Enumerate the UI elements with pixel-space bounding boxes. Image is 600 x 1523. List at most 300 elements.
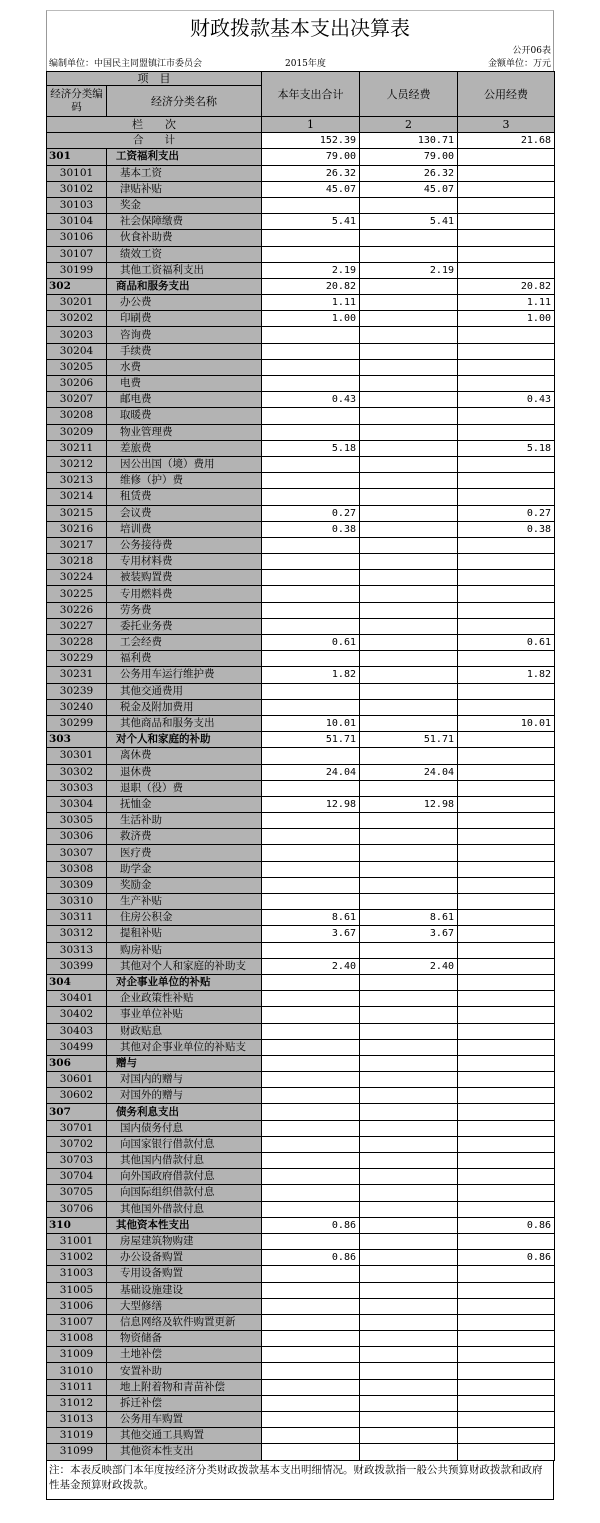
row-public	[458, 1412, 555, 1428]
row-name: 地上附着物和青苗补偿	[107, 1379, 262, 1395]
row-personnel	[360, 667, 458, 683]
row-total	[262, 197, 360, 213]
row-name: 企业政策性补贴	[107, 991, 262, 1007]
row-total	[262, 877, 360, 893]
row-public	[458, 165, 555, 181]
row-public	[458, 958, 555, 974]
row-code: 306	[47, 1055, 107, 1071]
row-name: 其他商品和服务支出	[107, 715, 262, 731]
category-row	[47, 974, 555, 990]
table-row	[47, 456, 555, 472]
category-row	[47, 1055, 555, 1071]
row-code: 30212	[47, 456, 107, 472]
row-code: 30703	[47, 1153, 107, 1169]
row-personnel: 8.61	[360, 910, 458, 926]
row-personnel	[360, 845, 458, 861]
row-public	[458, 1314, 555, 1330]
table-row	[47, 327, 555, 343]
row-code: 30211	[47, 440, 107, 456]
table-row	[47, 991, 555, 1007]
table-row	[47, 521, 555, 537]
row-code: 31001	[47, 1233, 107, 1249]
row-total	[262, 376, 360, 392]
row-public	[458, 376, 555, 392]
row-public	[458, 1169, 555, 1185]
table-row	[47, 586, 555, 602]
row-public	[458, 554, 555, 570]
row-total	[262, 829, 360, 845]
row-total	[262, 343, 360, 359]
row-total	[262, 473, 360, 489]
table-row	[47, 635, 555, 651]
row-personnel	[360, 1314, 458, 1330]
table-row	[47, 1363, 555, 1379]
row-public	[458, 602, 555, 618]
row-name: 被装购置费	[107, 570, 262, 586]
row-code: 30302	[47, 764, 107, 780]
row-personnel: 45.07	[360, 181, 458, 197]
row-code: 30240	[47, 699, 107, 715]
table-row	[47, 424, 555, 440]
row-code: 30208	[47, 408, 107, 424]
table-row	[47, 295, 555, 311]
table-row	[47, 748, 555, 764]
table-row	[47, 651, 555, 667]
row-name: 伙食补助费	[107, 230, 262, 246]
row-total	[262, 1023, 360, 1039]
row-personnel	[360, 359, 458, 375]
row-name: 助学金	[107, 861, 262, 877]
row-name: 对国内的赠与	[107, 1072, 262, 1088]
table-row	[47, 1347, 555, 1363]
row-name: 其他资本性支出	[107, 1444, 262, 1460]
row-public	[458, 845, 555, 861]
row-total: 0.61	[262, 635, 360, 651]
row-public	[458, 651, 555, 667]
row-personnel: 5.41	[360, 214, 458, 230]
row-personnel	[360, 1201, 458, 1217]
row-public	[458, 1185, 555, 1201]
row-name: 津贴补贴	[107, 181, 262, 197]
row-personnel	[360, 376, 458, 392]
row-name: 其他对企事业单位的补贴支	[107, 1039, 262, 1055]
table-row	[47, 311, 555, 327]
row-name: 福利费	[107, 651, 262, 667]
row-public: 0.38	[458, 521, 555, 537]
header-personnel: 人员经费	[360, 72, 458, 117]
row-public	[458, 861, 555, 877]
row-total: 79.00	[262, 149, 360, 165]
row-public: 0.86	[458, 1217, 555, 1233]
row-personnel	[360, 473, 458, 489]
row-code: 30226	[47, 602, 107, 618]
row-personnel	[360, 554, 458, 570]
row-public	[458, 1088, 555, 1104]
row-public	[458, 683, 555, 699]
table-row	[47, 1185, 555, 1201]
table-row	[47, 1088, 555, 1104]
row-public	[458, 456, 555, 472]
totals-label: 合 计	[47, 133, 262, 149]
row-public	[458, 748, 555, 764]
row-personnel	[360, 311, 458, 327]
row-total	[262, 618, 360, 634]
row-code: 302	[47, 278, 107, 294]
row-name: 专用燃料费	[107, 586, 262, 602]
header-column-label: 栏 次	[47, 117, 262, 133]
row-name: 工会经费	[107, 635, 262, 651]
row-public	[458, 1363, 555, 1379]
table-row	[47, 958, 555, 974]
row-personnel	[360, 1104, 458, 1120]
table-row	[47, 764, 555, 780]
table-row	[47, 1412, 555, 1428]
row-name: 差旅费	[107, 440, 262, 456]
row-personnel	[360, 392, 458, 408]
row-personnel	[360, 780, 458, 796]
table-row	[47, 1007, 555, 1023]
row-code: 30201	[47, 295, 107, 311]
row-personnel	[360, 343, 458, 359]
row-name: 奖金	[107, 197, 262, 213]
row-name: 安置补助	[107, 1363, 262, 1379]
row-name: 公务接待费	[107, 537, 262, 553]
table-row	[47, 861, 555, 877]
row-personnel	[360, 1282, 458, 1298]
row-name: 生产补贴	[107, 894, 262, 910]
header-public: 公用经费	[458, 72, 555, 117]
table-row	[47, 1395, 555, 1411]
row-public: 1.82	[458, 667, 555, 683]
row-public: 0.43	[458, 392, 555, 408]
row-personnel	[360, 991, 458, 1007]
compiling-unit: 编制单位：中国民主同盟镇江市委员会	[49, 59, 203, 69]
row-name: 退休费	[107, 764, 262, 780]
table-row	[47, 505, 555, 521]
row-personnel	[360, 1428, 458, 1444]
row-public	[458, 894, 555, 910]
row-code: 30209	[47, 424, 107, 440]
row-total: 5.41	[262, 214, 360, 230]
row-personnel	[360, 521, 458, 537]
row-public	[458, 1023, 555, 1039]
row-personnel	[360, 1347, 458, 1363]
row-code: 30106	[47, 230, 107, 246]
table-row	[47, 1233, 555, 1249]
row-code: 30309	[47, 877, 107, 893]
row-public	[458, 327, 555, 343]
row-code: 30204	[47, 343, 107, 359]
table-row	[47, 780, 555, 796]
row-total	[262, 974, 360, 990]
row-name: 救济费	[107, 829, 262, 845]
table-row	[47, 165, 555, 181]
row-code: 30202	[47, 311, 107, 327]
row-personnel	[360, 570, 458, 586]
row-name: 房屋建筑物购建	[107, 1233, 262, 1249]
table-row	[47, 570, 555, 586]
row-total	[262, 1266, 360, 1282]
table-row	[47, 376, 555, 392]
row-code: 30702	[47, 1136, 107, 1152]
row-total	[262, 359, 360, 375]
row-name: 物资储备	[107, 1331, 262, 1347]
row-name: 公务用车运行维护费	[107, 667, 262, 683]
row-public	[458, 149, 555, 165]
row-name: 其他国外借款付息	[107, 1201, 262, 1217]
row-total: 51.71	[262, 732, 360, 748]
row-public	[458, 359, 555, 375]
row-code: 30107	[47, 246, 107, 262]
row-personnel	[360, 1039, 458, 1055]
table-row	[47, 683, 555, 699]
row-name: 离休费	[107, 748, 262, 764]
table-row	[47, 715, 555, 731]
row-total	[262, 1120, 360, 1136]
row-public	[458, 974, 555, 990]
row-total	[262, 845, 360, 861]
amount-unit: 金额单位：万元	[487, 59, 551, 69]
row-name: 其他工资福利支出	[107, 262, 262, 278]
expenditure-table	[46, 71, 555, 1461]
row-total	[262, 1153, 360, 1169]
row-personnel	[360, 829, 458, 845]
row-personnel	[360, 1088, 458, 1104]
row-personnel	[360, 1379, 458, 1395]
table-row	[47, 910, 555, 926]
row-name: 生活补助	[107, 813, 262, 829]
row-total	[262, 651, 360, 667]
row-public	[458, 424, 555, 440]
row-code: 30299	[47, 715, 107, 731]
row-total	[262, 861, 360, 877]
row-code: 30103	[47, 197, 107, 213]
row-personnel	[360, 230, 458, 246]
category-row	[47, 1217, 555, 1233]
row-code: 30499	[47, 1039, 107, 1055]
row-public: 5.18	[458, 440, 555, 456]
report-meta	[46, 58, 554, 71]
row-personnel: 79.00	[360, 149, 458, 165]
row-public	[458, 1444, 555, 1460]
header-col3: 3	[458, 117, 555, 133]
row-personnel	[360, 295, 458, 311]
row-public	[458, 1201, 555, 1217]
row-personnel	[360, 440, 458, 456]
row-code: 30601	[47, 1072, 107, 1088]
table-row	[47, 246, 555, 262]
row-personnel	[360, 1153, 458, 1169]
form-number: 公开06表	[46, 45, 554, 58]
row-name: 维修（护）费	[107, 473, 262, 489]
row-total	[262, 570, 360, 586]
row-name: 取暖费	[107, 408, 262, 424]
table-row	[47, 1282, 555, 1298]
row-public	[458, 1136, 555, 1152]
row-code: 30228	[47, 635, 107, 651]
row-public	[458, 618, 555, 634]
row-public	[458, 197, 555, 213]
row-total	[262, 1185, 360, 1201]
row-code: 30301	[47, 748, 107, 764]
row-total	[262, 748, 360, 764]
row-personnel	[360, 1185, 458, 1201]
row-total	[262, 813, 360, 829]
row-personnel	[360, 974, 458, 990]
table-row	[47, 554, 555, 570]
row-public: 0.61	[458, 635, 555, 651]
header-code: 经济分类编码	[47, 86, 107, 117]
table-row	[47, 197, 555, 213]
table-row	[47, 262, 555, 278]
row-name: 办公设备购置	[107, 1250, 262, 1266]
row-name: 电费	[107, 376, 262, 392]
row-total	[262, 554, 360, 570]
row-code: 30308	[47, 861, 107, 877]
row-total: 1.82	[262, 667, 360, 683]
header-row-item	[47, 72, 555, 86]
row-code: 30313	[47, 942, 107, 958]
row-personnel	[360, 748, 458, 764]
row-name: 退职（役）费	[107, 780, 262, 796]
row-personnel	[360, 424, 458, 440]
row-name: 债务利息支出	[107, 1104, 262, 1120]
row-code: 301	[47, 149, 107, 165]
row-code: 30311	[47, 910, 107, 926]
row-name: 对企事业单位的补贴	[107, 974, 262, 990]
table-row	[47, 214, 555, 230]
row-total	[262, 1444, 360, 1460]
table-row	[47, 473, 555, 489]
row-public	[458, 408, 555, 424]
row-total: 26.32	[262, 165, 360, 181]
row-total	[262, 1331, 360, 1347]
row-code: 30229	[47, 651, 107, 667]
row-public	[458, 699, 555, 715]
row-personnel	[360, 1395, 458, 1411]
row-personnel: 2.19	[360, 262, 458, 278]
row-public	[458, 764, 555, 780]
row-total	[262, 327, 360, 343]
row-public	[458, 1007, 555, 1023]
table-row	[47, 537, 555, 553]
row-total	[262, 1201, 360, 1217]
row-name: 公务用车购置	[107, 1412, 262, 1428]
row-total	[262, 537, 360, 553]
row-code: 30701	[47, 1120, 107, 1136]
row-public	[458, 214, 555, 230]
row-name: 信息网络及软件购置更新	[107, 1314, 262, 1330]
totals-personnel: 130.71	[360, 133, 458, 149]
row-name: 对国外的赠与	[107, 1088, 262, 1104]
row-public	[458, 1055, 555, 1071]
row-public	[458, 780, 555, 796]
category-row	[47, 149, 555, 165]
row-code: 30231	[47, 667, 107, 683]
header-total: 本年支出合计	[262, 72, 360, 117]
row-total: 0.43	[262, 392, 360, 408]
row-public	[458, 1331, 555, 1347]
row-name: 医疗费	[107, 845, 262, 861]
row-name: 绩效工资	[107, 246, 262, 262]
row-total	[262, 699, 360, 715]
row-public	[458, 829, 555, 845]
row-public	[458, 1282, 555, 1298]
row-total: 10.01	[262, 715, 360, 731]
row-personnel	[360, 1363, 458, 1379]
row-code: 30706	[47, 1201, 107, 1217]
row-name: 印刷费	[107, 311, 262, 327]
row-personnel	[360, 246, 458, 262]
row-public	[458, 877, 555, 893]
table-row	[47, 440, 555, 456]
table-row	[47, 1072, 555, 1088]
totals-row	[47, 133, 555, 149]
row-public	[458, 813, 555, 829]
row-code: 30207	[47, 392, 107, 408]
table-row	[47, 408, 555, 424]
row-total	[262, 1136, 360, 1152]
row-public	[458, 796, 555, 812]
table-row	[47, 230, 555, 246]
row-total	[262, 1379, 360, 1395]
row-personnel	[360, 327, 458, 343]
row-total: 0.86	[262, 1250, 360, 1266]
row-code: 31005	[47, 1282, 107, 1298]
table-row	[47, 796, 555, 812]
row-name: 抚恤金	[107, 796, 262, 812]
category-row	[47, 732, 555, 748]
header-item: 项 目	[47, 72, 262, 86]
row-code: 31013	[47, 1412, 107, 1428]
row-personnel	[360, 1136, 458, 1152]
row-name: 提租补贴	[107, 926, 262, 942]
row-code: 30307	[47, 845, 107, 861]
row-name: 办公费	[107, 295, 262, 311]
row-name: 奖励金	[107, 877, 262, 893]
row-total	[262, 1282, 360, 1298]
row-public: 10.01	[458, 715, 555, 731]
row-public: 0.27	[458, 505, 555, 521]
row-name: 土地补偿	[107, 1347, 262, 1363]
row-personnel	[360, 1120, 458, 1136]
row-personnel	[360, 683, 458, 699]
row-public	[458, 1153, 555, 1169]
row-name: 向国际组织借款付息	[107, 1185, 262, 1201]
row-total	[262, 602, 360, 618]
row-name: 咨询费	[107, 327, 262, 343]
table-row	[47, 1314, 555, 1330]
table-row	[47, 1153, 555, 1169]
row-public	[458, 1072, 555, 1088]
row-name: 水费	[107, 359, 262, 375]
row-code: 30104	[47, 214, 107, 230]
row-code: 30216	[47, 521, 107, 537]
row-code: 30306	[47, 829, 107, 845]
table-row	[47, 667, 555, 683]
row-code: 31003	[47, 1266, 107, 1282]
row-personnel	[360, 1233, 458, 1249]
row-name: 其他交通工具购置	[107, 1428, 262, 1444]
row-personnel	[360, 1412, 458, 1428]
row-personnel	[360, 1298, 458, 1314]
table-row	[47, 343, 555, 359]
row-personnel	[360, 618, 458, 634]
row-code: 30402	[47, 1007, 107, 1023]
row-name: 社会保障缴费	[107, 214, 262, 230]
row-total: 1.11	[262, 295, 360, 311]
row-code: 31019	[47, 1428, 107, 1444]
